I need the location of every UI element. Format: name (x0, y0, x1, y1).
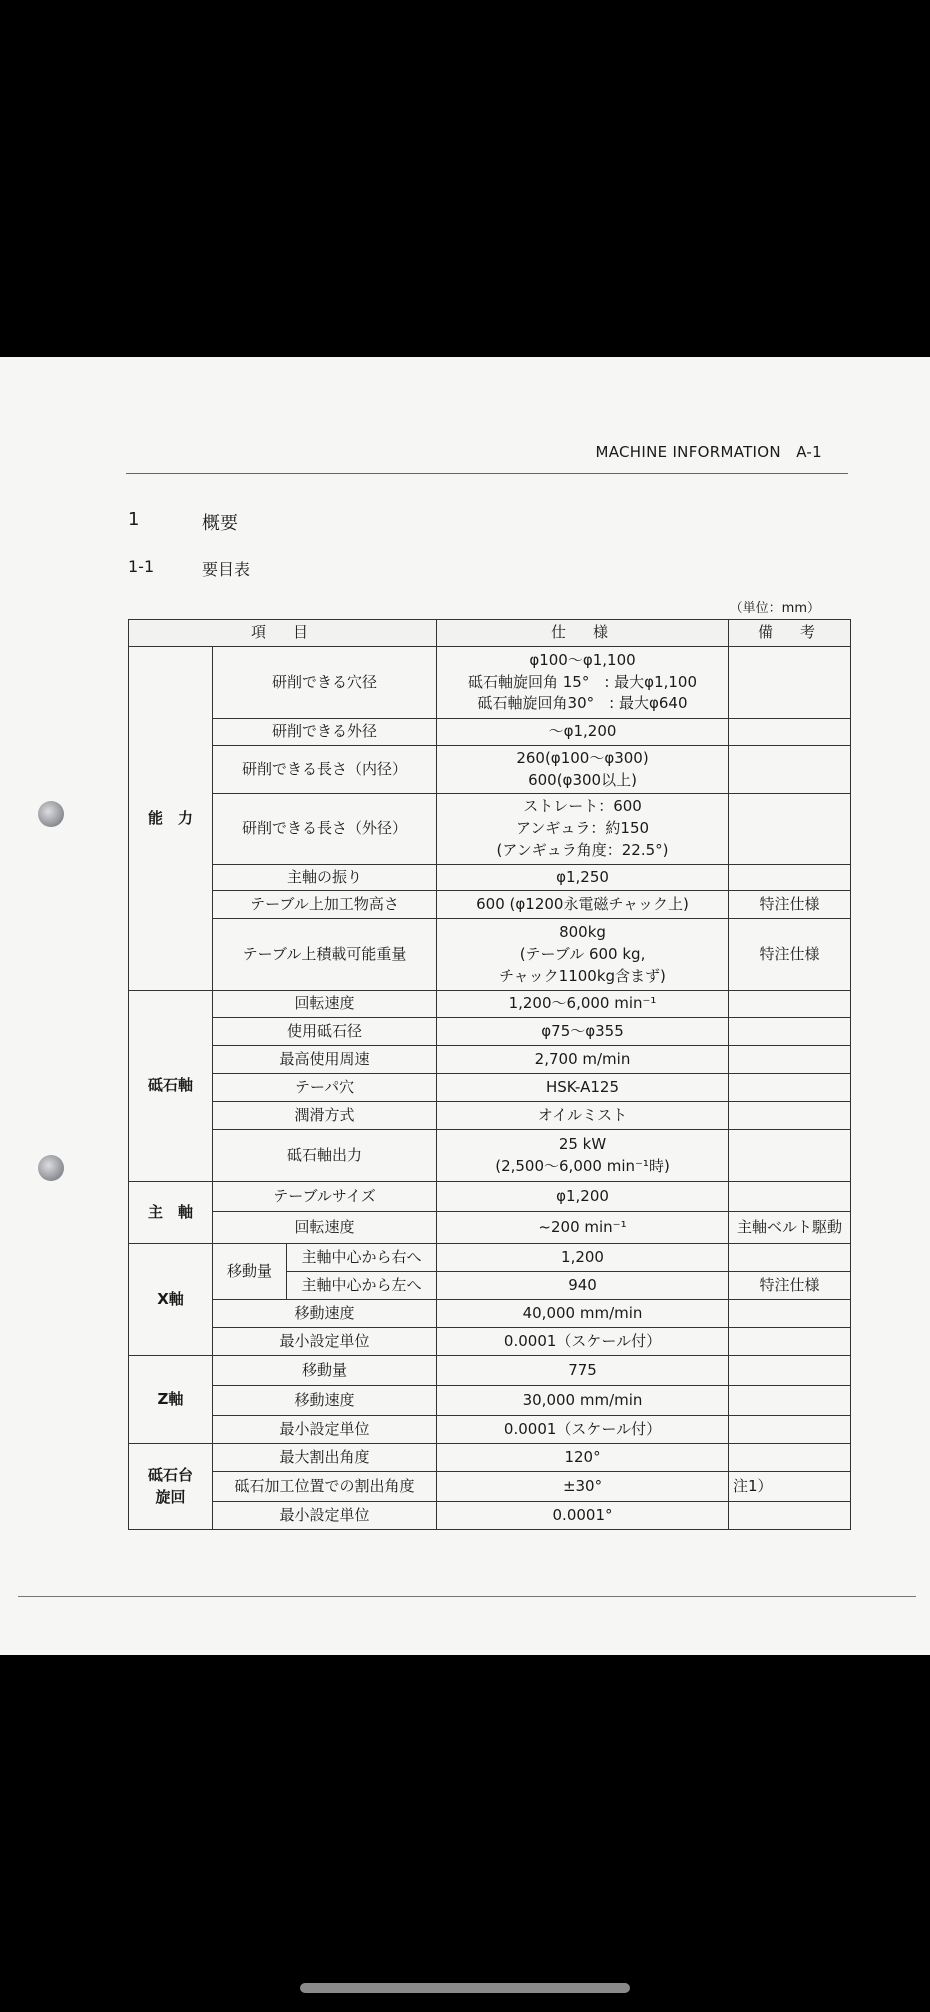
table-row (129, 991, 851, 1018)
row-item: 主軸中心から右へ (287, 1244, 437, 1272)
group-label: 主 軸 (129, 1182, 213, 1244)
row-item: 移動速度 (213, 1386, 437, 1416)
row-note (729, 991, 851, 1018)
row-spec: φ1,250 (437, 864, 729, 891)
header-spec: 仕 様 (437, 620, 729, 647)
row-note (729, 1244, 851, 1272)
row-item: 砥石軸出力 (213, 1130, 437, 1182)
table-row (129, 919, 851, 991)
table-row (129, 1502, 851, 1530)
table-row (129, 719, 851, 746)
row-note (729, 1046, 851, 1074)
row-note (729, 1182, 851, 1212)
row-spec: 940 (437, 1272, 729, 1300)
table-row (129, 1356, 851, 1386)
row-spec: HSK-A125 (437, 1074, 729, 1102)
table-row (129, 1102, 851, 1130)
table-row (129, 1328, 851, 1356)
row-item: 移動速度 (213, 1300, 437, 1328)
row-spec: φ75〜φ355 (437, 1018, 729, 1046)
section-title: 概要 (202, 513, 238, 534)
row-item: 研削できる長さ（外径） (213, 794, 437, 864)
group-label: 砥石台 旋回 (129, 1444, 213, 1530)
footer-divider (18, 1596, 916, 1597)
table-row (129, 1300, 851, 1328)
binder-hole (38, 801, 64, 827)
row-note (729, 1102, 851, 1130)
binder-hole (38, 1155, 64, 1181)
row-note (729, 1074, 851, 1102)
row-spec: 0.0001（スケール付） (437, 1416, 729, 1444)
table-row (129, 1386, 851, 1416)
row-note (729, 794, 851, 864)
table-row (129, 891, 851, 919)
row-spec: 30,000 mm/min (437, 1386, 729, 1416)
document-page (0, 357, 930, 1655)
subsection-number: 1-1 (128, 557, 155, 576)
row-spec: 775 (437, 1356, 729, 1386)
row-item: テーブル上加工物高さ (213, 891, 437, 919)
table-row (129, 1130, 851, 1182)
row-note (729, 745, 851, 794)
table-row (129, 1444, 851, 1472)
group-label: X軸 (129, 1244, 213, 1356)
header-note: 備 考 (729, 620, 851, 647)
group-label: 砥石軸 (129, 991, 213, 1182)
group-label: Z軸 (129, 1356, 213, 1444)
row-spec: 600 (φ1200永電磁チャック上) (437, 891, 729, 919)
table-header-row (129, 620, 851, 647)
row-spec: オイルミスト (437, 1102, 729, 1130)
row-note (729, 1328, 851, 1356)
row-item: 潤滑方式 (213, 1102, 437, 1130)
row-item: 主軸中心から左へ (287, 1272, 437, 1300)
row-item: 回転速度 (213, 1212, 437, 1244)
row-note: 主軸ベルト駆動 (729, 1212, 851, 1244)
row-item: 最小設定単位 (213, 1416, 437, 1444)
table-row (129, 1046, 851, 1074)
group-label: 能 力 (129, 647, 213, 991)
row-item: テーブル上積載可能重量 (213, 919, 437, 991)
spec-table (128, 619, 851, 1530)
row-spec: 260(φ100〜φ300) 600(φ300以上) (437, 745, 729, 794)
row-note (729, 1444, 851, 1472)
table-row (129, 647, 851, 719)
home-indicator[interactable] (300, 1983, 630, 1993)
row-spec: 〜φ1,200 (437, 719, 729, 746)
row-note (729, 1018, 851, 1046)
row-item: 使用砥石径 (213, 1018, 437, 1046)
table-row (129, 1416, 851, 1444)
row-item: 最大割出角度 (213, 1444, 437, 1472)
row-spec: 0.0001（スケール付） (437, 1328, 729, 1356)
row-spec: ストレート：600 アンギュラ：約150 (アンギュラ角度：22.5°) (437, 794, 729, 864)
row-spec: 1,200〜6,000 min⁻¹ (437, 991, 729, 1018)
row-spec: 40,000 mm/min (437, 1300, 729, 1328)
row-note (729, 1386, 851, 1416)
row-spec: 25 kW (2,500〜6,000 min⁻¹時) (437, 1130, 729, 1182)
row-item: 移動量 (213, 1356, 437, 1386)
row-spec: ±30° (437, 1472, 729, 1502)
row-spec: ~200 min⁻¹ (437, 1212, 729, 1244)
section-number: 1 (128, 509, 140, 530)
table-row (129, 1018, 851, 1046)
row-spec: φ100〜φ1,100 砥石軸旋回角 15° : 最大φ1,100 砥石軸旋回角30° : 最大φ640 (437, 647, 729, 719)
row-spec: φ1,200 (437, 1182, 729, 1212)
row-note (729, 1130, 851, 1182)
header-divider (126, 473, 848, 474)
row-item: 研削できる穴径 (213, 647, 437, 719)
row-note (729, 1356, 851, 1386)
page-header: MACHINE INFORMATION A-1 (595, 443, 822, 461)
row-note (729, 1300, 851, 1328)
table-row (129, 1244, 851, 1272)
row-note (729, 647, 851, 719)
x-travel-label: 移動量 (213, 1244, 287, 1300)
table-row (129, 745, 851, 794)
table-row (129, 1472, 851, 1502)
row-item: 最小設定単位 (213, 1502, 437, 1530)
row-note: 注1） (729, 1472, 851, 1502)
row-spec: 0.0001° (437, 1502, 729, 1530)
unit-note: （単位：mm） (729, 601, 820, 616)
header-item: 項 目 (129, 620, 437, 647)
table-row (129, 794, 851, 864)
table-row (129, 1212, 851, 1244)
row-item: 回転速度 (213, 991, 437, 1018)
row-spec: 800kg (テーブル 600 kg, チャック1100kg含まず) (437, 919, 729, 991)
table-row (129, 1182, 851, 1212)
row-note: 特注仕様 (729, 919, 851, 991)
row-item: 砥石加工位置での割出角度 (213, 1472, 437, 1502)
row-note (729, 864, 851, 891)
row-item: 主軸の振り (213, 864, 437, 891)
row-item: テーパ穴 (213, 1074, 437, 1102)
row-note (729, 719, 851, 746)
table-row (129, 864, 851, 891)
row-note (729, 1502, 851, 1530)
row-note: 特注仕様 (729, 891, 851, 919)
row-item: 研削できる外径 (213, 719, 437, 746)
row-spec: 1,200 (437, 1244, 729, 1272)
row-item: 研削できる長さ（内径） (213, 745, 437, 794)
row-note: 特注仕様 (729, 1272, 851, 1300)
subsection-title: 要目表 (202, 560, 251, 579)
row-spec: 2,700 m/min (437, 1046, 729, 1074)
row-item: 最高使用周速 (213, 1046, 437, 1074)
row-note (729, 1416, 851, 1444)
row-item: 最小設定単位 (213, 1328, 437, 1356)
row-spec: 120° (437, 1444, 729, 1472)
row-item: テーブルサイズ (213, 1182, 437, 1212)
table-row (129, 1074, 851, 1102)
